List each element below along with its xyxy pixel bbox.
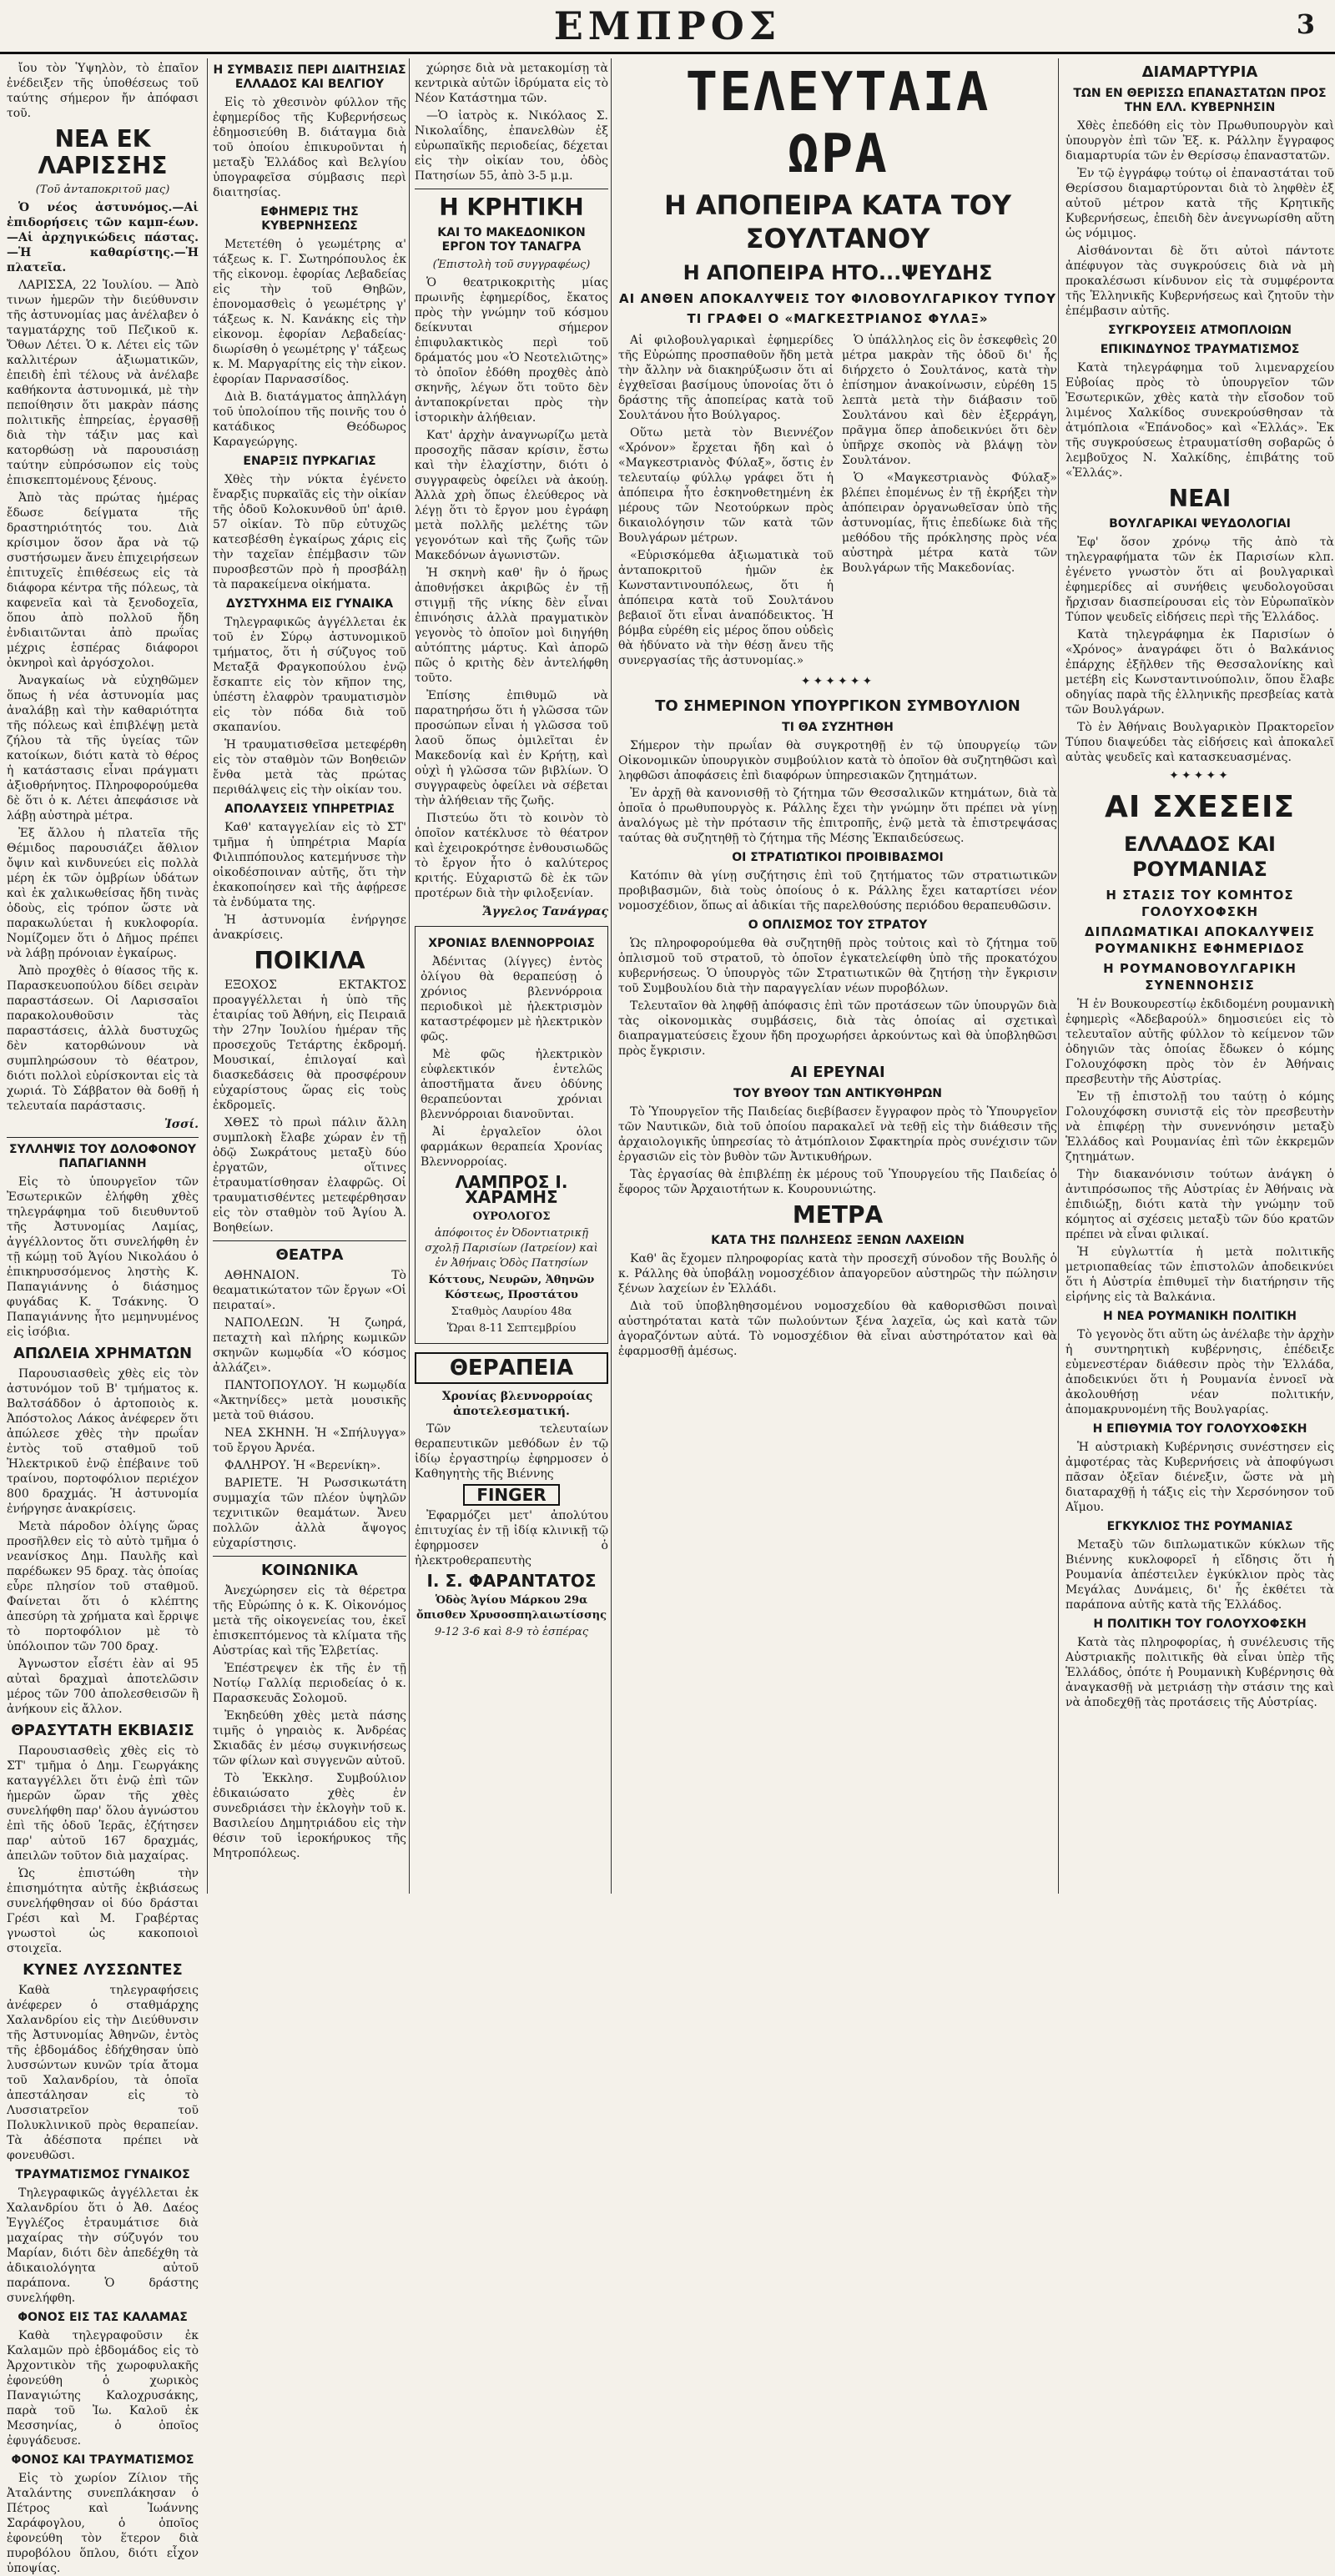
ad-text: ἀπόφοιτος ἐν Ὀδοντιατρικῇ σχολῇ Παρισίων (Ιατρείον) καὶ ἐν Ἀθήναις Ὁδὸς Πατησίων xyxy=(425,1227,598,1270)
article-subtitle: ΚΑΤΑ ΤΗΣ ΠΩΛΗΣΕΩΣ ΞΕΝΩΝ ΛΑΧΕΙΩΝ xyxy=(711,1234,965,1247)
article-body: Ἐπίσης ἐπιθυμῶ νὰ παρατηρήσω ὅτι ἡ γλῶσσα τῶν προσώπων εἶναι ἡ γλῶσσα τοῦ λαοῦ ὅπως ὁμιλεῖται ἐν Μακεδονίᾳ καὶ ἐν Κρήτῃ, καὶ οὐχὶ ἡ γλῶσσα τῶν βιβλίων. Ὁ συγγραφεὺς ὀφείλει νὰ σέβεται τὴν ἀλήθειαν τῆς ζωῆς. xyxy=(415,689,608,808)
article-body: Ὡς ἐπιστώθη τὴν ἐπισημότητα αὐτῆς ἐκβιάσεως συνελήφθησαν οἱ δύο δράσται Γρέσι καὶ Μ. Γραβέρτας γνωστοὶ ὡς κακοποιοὶ στοιχεῖα. xyxy=(7,1867,199,1955)
article-body: Αἱ φιλοβουλγαρικαὶ ἐφημερίδες τῆς Εὐρώπης προσπαθοῦν ἤδη μετὰ τὴν ἄλλην νὰ διακηρύξωσιν ὅτι αἱ ἐγχθεῖσαι βασίμους ὑπονοίας ὅτι ὁ δράστης τῆς ἀποπείρας κατὰ τοῦ Σουλτάνου ἦτο Βούλγαρος. xyxy=(618,334,834,422)
article-body: Τελευταῖον θὰ ληφθῇ ἀπόφασις ἐπὶ τῶν προτάσεων τῶν ὑπουργῶν διὰ τὰς οἰκονομικὰς συμβάσεις, διὰ τὰς ὁποίας αἱ σχετικαὶ διαπραγματεύσεις ἔχουν ἤδη προχωρήσει ἀρκούντως καὶ θὰ ὑποβληθῶσι πρὸς ἔγκρισιν. xyxy=(618,999,1057,1058)
article-title: Η ΕΠΙΘΥΜΙΑ ΤΟΥ ΓΟΛΟΥΧΟΦΣΚΗ xyxy=(1092,1422,1307,1436)
larissa-title: ΝΕΑ ΕΚ ΛΑΡΙΣΣΗΣ xyxy=(38,125,168,179)
columns xyxy=(7,58,1334,2575)
larissa-subtitle: (Τοῦ ἀνταποκριτοῦ μας) xyxy=(35,184,170,196)
article-body: Καθὰ τηλεγραφήσεις ἀνέφερεν ὁ σταθμάρχης Χαλανδρίου εἰς τὴν Διεύθυνσιν τῆς Ἀστυνομίας Ἀθηνῶν, ἐντὸς τῆς ἑβδομάδος ἐδήχθησαν ὑπὸ λυσσώντων κυνῶν τρία ἄτομα τοῦ Χαλανδρίου, τὰ ὁποῖα ἀπεστάλησαν εἰς τὸ Λυσσιατρεῖον τοῦ Πολυκλινικοῦ πρὸς θεραπείαν. Τὰ ἀδέσποτα πρέπει νὰ φονευθῶσι. xyxy=(7,1984,199,2162)
larissa-signature: Ἰσσί. xyxy=(164,1118,199,1131)
theatre-listing: ΠΑΝΤΟΠΟΥΛΟΥ. Ἡ κωμῳδία «Ἀκτηνίδες» μετὰ μουσικῆς μετὰ τοῦ θιάσου. xyxy=(213,1379,406,1422)
ad-finger-label: FINGER xyxy=(463,1484,559,1506)
larissa-paragraph: ΛΑΡΙΣΣΑ, 22 Ἰουλίου. — Ἀπὸ τινων ἡμερῶν τὴν διεύθυνσιν τῆς ἀστυνομίας μας ἀνέλαβεν ὁ ταγματάρχης τοῦ Πεζικοῦ κ. Ὄθων Λέτει. Ὁ κ. Λέτει εἰς τῶν καλλιτέρων ἀξιωματικῶν, ἐπειδὴ ἐπὶ τέλους νὰ ἀνέλαβε καθήκοντα ἀστυνομικά, μὲ τὴν πεποίθησιν ὅτι μακρὰν πάσης πολιτικῆς ἐπηρείας, ἐργασθῇ διὰ τὴν τάξιν μας καὶ κατορθώσῃ νὰ παρουσιάσῃ ταύτην εὐπρόσωπον εἰς τοὺς ἐπισκεπτομένους ξένους. xyxy=(7,279,199,487)
ornament-divider: ✦✦✦✦✦ xyxy=(1169,769,1231,782)
article-body: Ὁ «Μαγκεστριανὸς Φύλαξ» βλέπει ἐπομένως ἐν τῇ ἐκρήξει τὴν ἀπόπειραν ὀργανωθεῖσαν ὑπὸ τῆς ἀστυνομίας, ἥτις ἐπεδίωκε διὰ τῆς μεθόδου τῆς πρόκλησης πρὸς νέα αὐστηρὰ μέτρα κατὰ τῶν Βουλγάρων τῆς Μακεδονίας. xyxy=(842,471,1057,575)
notice-text: —Ὁ ἰατρὸς κ. Νικόλαος Σ. Νικολαΐδης, ἐπανελθὼν ἐξ εὐρωπαϊκῆς περιοδείας, δέχεται εἰς τὴν οἰκίαν του, ὁδὸς Πατησίων 55, ἀπὸ 3-5 μ.μ. xyxy=(415,109,608,183)
article-body: Πιστεύω ὅτι τὸ κοινὸν τὸ ὁποῖον κατέκλυσε τὸ θέατρον καὶ ἐχειροκρότησε ἐνθουσιωδῶς τὸ ἔργον ἦτο ὁ καλύτερος κριτής. Εὐχαριστῶ δὲ ἐκ τῶν προτέρων διὰ τὴν φιλοξενίαν. xyxy=(415,812,608,900)
ad-text: Κόττους, Νευρῶν, Ἀθηνῶν Κόστεως, Προστάτου xyxy=(428,1274,595,1301)
intro-text: ἴου τὸν Ὑψηλὸν, τὸ ἐπαῖον ἐνέδειξεν τῆς ὑποθέσεως τοῦ ταύτης σήμερον ἤν ἀπόφασι τοῦ. xyxy=(7,62,199,120)
article-body: «Εὑρισκόμεθα ἀξιωματικὰ τοῦ ἀνταποκριτοῦ ἡμῶν ἐκ Κωνσταντινουπόλεως, ὅτι ἡ ἀπόπειρα κατὰ τοῦ Σουλτάνου βεβαιοῖ ὅτι εἶναι ἀναπόδεικτος. Ἡ βόμβα εὑρέθη εἰς μέρος ὅπου οὐδεὶς θὰ ἠδύνατο νὰ τὴν θέσῃ ἄνευ τῆς συνεργασίας τῆς ἀστυνομίας.» xyxy=(618,549,834,667)
ad-finger-wrap xyxy=(415,1484,608,1506)
ad-text: Μὲ φῶς ἠλεκτρικὸν εὐφλεκτικόν ἐντελῶς ἀποστῆματα ἄνευ ὀδύνης θεραπεύονται χρόνιαι βλεννόρροιαι διανοῦνται. xyxy=(421,1048,602,1121)
article-title: ΟΙ ΣΤΡΑΤΙΩΤΙΚΟΙ ΠΡΟΙΒΙΒΑΣΜΟΙ xyxy=(732,851,944,864)
article-body: Μετετέθη ὁ γεωμέτρης α' τάξεως κ. Γ. Σωτηρόπουλος ἐκ τῆς εἰκονομ. ἐφορίας Λεβαδείας εἰς τὴν τοῦ Θηβῶν, ἐπονομασθεὶς ὁ γεωμέτρης γ' τάξεως κ. Ν. Κανάκης εἰς τὴν εἰκονομ. ἐφορίαν Λεβαδείας· διωρίσθη ὁ γεωμέτρης γ' τάξεως κ. Μ. Μαργαρίτης εἰς τὴν εἰκον. ἐφορίαν Παρνασσίδος. xyxy=(213,238,406,386)
article-body: Μετὰ πάροδον ὀλίγης ὥρας προσῆλθεν εἰς τὸ αὐτὸ τμῆμα ὁ νεανίσκος Δημ. Παυλῆς καὶ παρέδωκεν 95 δραχ. τὰς ὁποίας εὗρε πλησίον τοῦ σταθμοῦ. Φαίνεται ὅτι ὁ κλέπτης ἀπεσύρη τὰ χρήματα καὶ ἔρριψε τὸ πορτοφόλιον μὲ τὸ ὑπόλοιπον τῶν 700 δραχ. xyxy=(7,1520,199,1653)
article-title: ΔΙΑΜΑΡΤΥΡΙΑ xyxy=(1141,63,1258,81)
newspaper-title: ΕΜΠΡΟΣ xyxy=(553,3,782,48)
article-title: ΣΥΓΚΡΟΥΣΕΙΣ ΑΤΜΟΠΛΟΙΩΝ xyxy=(1107,324,1292,337)
ad-text: Ἀἱ ἐργαλεῖον ὁλοι φαρμάκων θεραπεία Χρονίας Βλεννορροίας. xyxy=(421,1125,602,1169)
article-title: Η ΠΟΛΙΤΙΚΗ ΤΟΥ ΓΟΛΟΥΧΟΦΣΚΗ xyxy=(1093,1618,1307,1631)
article-title: ΔΥΣΤΥΧΗΜΑ ΕΙΣ ΓΥΝΑΙΚΑ xyxy=(225,597,394,611)
article-body: Τὸ ἐν Ἀθήναις Βουλγαρικὸν Πρακτορεῖον Τύπου διαψεύδει τὰς εἰδήσεις καὶ ἀποκαλεῖ αὐτὰς ψευδεῖς καὶ κατασκευασμένας. xyxy=(1065,721,1334,764)
article-body: Ἡ ἀστυνομία ἐνήργησε ἀνακρίσεις. xyxy=(213,913,406,942)
article-title: ΑΠΩΛΕΙΑ ΧΡΗΜΑΤΩΝ xyxy=(13,1345,193,1362)
article-body: Ἐν ἀρχῇ θὰ κανονισθῇ τὸ ζήτημα τῶν Θεσσαλικῶν κτημάτων, διὰ τὰ ὁποῖα ὁ πρωθυπουργὸς κ. Ράλλης ἔχει τὴν γνώμην ὅτι πρέπει νὰ γίνῃ ἀναλόγως μὲ τὴν πρότασιν τῆς ἐπιτροπῆς, ἐνῷ μετὰ τὰ ἐπιστρεψάσας ταύτας θὰ συζητηθῇ τὸ ζήτημα τῆς Μέσης Ἐκπαιδεύσεως. xyxy=(618,787,1057,845)
article-body: Μεταξὺ τῶν διπλωματικῶν κύκλων τῆς Βιέννης κυκλοφορεῖ ἡ εἴδησις ὅτι ἡ Ρουμανία ἀπέστειλεν ἐγκύκλιον πρὸς τὰς Μεγάλας Δυνάμεις, δι' ἧς ἐκθέτει τὰ παράπονα αὐτῆς κατὰ τῆς Ἑλλάδος. xyxy=(1065,1538,1334,1612)
article-title: Ο ΟΠΛΙΣΜΟΣ ΤΟΥ ΣΤΡΑΤΟΥ xyxy=(748,918,928,932)
crete-signature: Ἄγγελος Τανάγρας xyxy=(482,905,608,918)
crete-note: (Ἐπιστολὴ τοῦ συγγραφέως) xyxy=(432,259,591,271)
column-1 xyxy=(7,58,204,2575)
article-body: Κατόπιν θὰ γίνῃ συζήτησις ἐπὶ τοῦ ζητήματος τῶν στρατιωτικῶν προβιβασμῶν, διὰ τοὺς ὁποίους ὁ κ. Ράλλης ἔχει καταρτίσει νέον νομοσχέδιον, ὅπως αἱ ἀδικίαι τῆς παρελθούσης περιόδου θεραπευθῶσιν. xyxy=(618,869,1057,913)
section-title-theatra: ΘΕΑΤΡΑ xyxy=(275,1246,344,1264)
sultan-subheadline: ΑΙ ΑΝΘΕΝ ΑΠΟΚΑΛΥΨΕΙΣ ΤΟΥ ΦΙΛΟΒΟΥΛΓΑΡΙΚΟΥ ΤΥΠΟΥ xyxy=(619,291,1056,306)
divider xyxy=(7,1137,199,1138)
relations-subheadline: Η ΡΟΥΜΑΝΟΒΟΥΛΓΑΡΙΚΗ ΣΥΝΕΝΝΟΗΣΙΣ xyxy=(1103,961,1297,993)
article-body: Καθὰ τηλεγραφοῦσιν ἐκ Καλαμῶν πρὸ ἑβδομάδος εἰς τὸ Ἀρχοντικὸν τῆς χωροφυλακῆς ἐφονεύθη ὁ χωρικὸς Παναγιώτης Καλοχρυσάκης, παρὰ τοῦ Ἰω. Καλοῦ ἐκ Μεσσηνίας, ὁ ὁποῖος ἐφυγάδευσε. xyxy=(7,2329,199,2448)
ornament-divider: ✦✦✦✦✦✦ xyxy=(800,675,875,688)
ad-title-therapeia: ΘΕΡΑΠΕΙΑ xyxy=(415,1352,608,1384)
sultan-subheadline: ΤΙ ΓΡΑΦΕΙ Ο «ΜΑΓΚΕΣΤΡΙΑΝΟΣ ΦΥΛΑΞ» xyxy=(687,311,989,326)
article-body: χώρησε διὰ νὰ μετακομίσῃ τὰ κεντρικὰ αὐτῶν ἰδρύματα εἰς τὸ Νέον Κατάστημα τῶν. xyxy=(415,62,608,105)
article-body: Τηλεγραφικῶς ἀγγέλλεται ἐκ τοῦ ἐν Σύρῳ ἀστυνομικοῦ τμήματος, ὅτι ἡ σύζυγος τοῦ Μεταξᾶ Φραγκοπούλου ἐνῷ ἔσκαπτε εἰς τὸν κῆπον της, ὑπέστη ἐλαφρὸν τραυματισμὸν εἰς τὸν πόδα διὰ τοῦ σκαπανίου. xyxy=(213,616,406,734)
article-subtitle: ΤΟΥ ΒΥΘΟΥ ΤΩΝ ΑΝΤΙΚΥΘΗΡΩΝ xyxy=(733,1087,942,1100)
article-body: Ὁ θεατρικοκριτὴς μίας πρωινῆς ἐφημερίδος, ἔκατος πρὸς τὴν γνώμην τοῦ κόσμου δείκνυται σήμερον ἐπιφυλακτικὸς περὶ τοῦ δράματός μου «Ὁ Νεοτελιῶτης» τὸ ὁποῖον ἐδόθη προχθὲς ἀπὸ σκηνῆς, λέγων ὅτι τοῦτο δὲν ἀνταποκρίνεται πρὸς τὴν ἱστορικὴν ἀλήθειαν. xyxy=(415,276,608,425)
article-title: Η ΣΥΜΒΑΣΙΣ ΠΕΡΙ ΔΙΑΙΤΗΣΙΑΣ ΕΛΛΑΔΟΣ ΚΑΙ ΒΕΛΓΙΟΥ xyxy=(213,63,406,91)
article-body: Καθ' καταγγελίαν εἰς τὸ ΣΤ' τμῆμα ἡ ὑπηρέτρια Μαρία Φιλιππόπουλος κατεμήνυσε τὴν οἰκοδέσποιναν αὐτῆς, ὅτι τὴν ἐκακοποίησεν καὶ τῆς ἀφῄρεσε τὰ ἐνδύματα της. xyxy=(213,821,406,909)
ad-doctor-name: Ι. Σ. ΦΑΡΑΝΤΑΤΟΣ xyxy=(426,1571,597,1591)
article-title: ΚΥΝΕΣ ΛΥΣΣΩΝΤΕΣ xyxy=(23,1961,183,1979)
column-5 xyxy=(1058,58,1334,1894)
article-body: Τηλεγραφικῶς ἀγγέλλεται ἐκ Χαλανδρίου ὅτι ὁ Ἀθ. Δαέος Ἐγγλέζος ἐτραυμάτισε διὰ μαχαίρας τὴν σύζυγόν του Μαρίαν, διότι δὲν ἀπεδέχθη τὰ ἀδικαιολόγητα αὐτοῦ παράπονα. Ὁ δράστης συνελήφθη. xyxy=(7,2186,199,2305)
ad-title: ΧΡΟΝΙΑΣ ΒΛΕΝΝΟΡΡΟΙΑΣ xyxy=(428,937,595,950)
article-body: Κατὰ τὰς πληροφορίας, ἡ συνέλευσις τῆς Αὐστριακῆς πολιτικῆς θὰ εἶναι ὑπὲρ τῆς Ἑλλάδος, ὁπότε ἡ Ρουμανικὴ Κυβέρνησις θὰ ἀναγκασθῇ νὰ μετριάσῃ τὴν στάσιν της καὶ νὰ ἀποδεχθῇ τὰς προτάσεις τῆς Αὐστρίας. xyxy=(1065,1636,1334,1709)
ad-text: Ἐφαρμόζει μετ' ἀπολύτου ἐπιτυχίας ἐν τῇ ἰδίᾳ κλινικῇ τῷ ἐφηρμοσεν ὁ ἠλεκτροθεραπευτὴς xyxy=(415,1509,608,1567)
sultan-subheadline: Η ΑΠΟΠΕΙΡΑ ΗΤΟ...ΨΕΥΔΗΣ xyxy=(683,261,993,284)
article-body: Ἀγνωστον εἶσέτι ἐὰν αἱ 95 αὐταὶ δραχμαὶ ἀποτελῶσιν μέρος τῶν 700 ἀπολεσθεισῶν ἢ ἀνήκουν εἰς ἄλλον. xyxy=(7,1658,199,1716)
article-body: Εἰς τὸ χωρίον Ζίλιον τῆς Ἀταλάντης συνεπλάκησαν ὁ Πέτρος καὶ Ἰωάννης Σαράφογλου, ὁ ὁποῖος ἐφονεύθη τὸν ἕτερον διὰ πυροβόλου ὅπλου, διότι εἶχον ὑποψίας. xyxy=(7,2472,199,2575)
lower-left xyxy=(618,692,1057,1361)
section-title-poikila: ΠΟΙΚΙΛΑ xyxy=(254,947,365,974)
article-title: ΝΕΑΙ xyxy=(1168,485,1232,512)
theatre-listing: ΑΘΗΝΑΙΟΝ. Τὸ θεαματικώτατον τῶν ἔργων «Οἱ πειραταί». xyxy=(213,1269,406,1312)
theatre-listing: ΒΑΡΙΕΤΕ. Ἡ Ρωσσικωτάτη συμμαχία τῶν πλέον ὑψηλῶν τεχνιτικῶν θεαμάτων. Ἄνευ πολλῶν ἀλλὰ ἄψογος εὐχαρίστησις. xyxy=(213,1477,406,1550)
article-body: Ἐφ' ὅσον χρόνῳ τῆς ἀπὸ τὰ τηλεγραφήματα τῶν ἐκ Παρισίων κλπ. ἐγένετο γνωστὸν ὅτι αἱ βουλγαρικαὶ ἐφημερίδες αἱ συνήθεις ψευδολογοῦσαι ἤρχισαν διασπείρουσαι εἰς τὸν Εὐρωπαϊκὸν Τύπον ψευδεῖς εἰδήσεις περὶ τῆς Ἑλλάδος. xyxy=(1065,536,1334,624)
relations-subheadline: Η ΣΤΑΣΙΣ ΤΟΥ ΚΟΜΗΤΟΣ ΓΟΛΟΥΧΟΦΣΚΗ xyxy=(1106,888,1294,919)
article-body: Ἡ τραυματισθεῖσα μετεφέρθη εἰς τὸν σταθμὸν τῶν Βοηθειῶν ἔνθα μετὰ τὰς πρώτας περιθάλψεις εἰς τὴν οἰκίαν του. xyxy=(213,738,406,797)
section-title-koinonika: ΚΟΙΝΩΝΙΚΑ xyxy=(261,1562,358,1579)
article-body: Εἰς τὸ ὑπουργεῖον τῶν Ἐσωτερικῶν ἐλήφθη χθὲς τηλεγράφημα τοῦ διευθυντοῦ τῆς Ἀστυνομίας Λαμίας, ἀγγέλλοντος ὅτι συνελήφθη ἐν τῇ κώμῃ τοῦ Ἁγίου Νικολάου ὁ ἐπικηρυσσόμενος ληστὴς Κ. Παπαγιάννης ὁ διάσημος φυγάδας Κ. Τσάκνης. Ὁ Παπαγιάννης ἦτο μεμηνυμένος εἰς ἰσόβια. xyxy=(7,1175,199,1339)
article-body: Τὸ Ὑπουργεῖον τῆς Παιδείας διεβίβασεν ἔγγραφον πρὸς τὸ Ὑπουργεῖον τῶν Ναυτικῶν, διὰ τοῦ ὁποίου παρακαλεῖ νὰ τεθῇ εἰς τὴν διάθεσιν τῆς ἀρχαιολογικῆς ὑπηρεσίας τὸ ἀτμόπλοιον Σφακτηρία πρὸς συνέχισιν τῶν ἐργασιῶν εἰς τὸν βυθὸν τῶν Ἀντικυθήρων. xyxy=(618,1105,1057,1164)
article-title: ΕΝΑΡΞΙΣ ΠΥΡΚΑΓΙΑΣ xyxy=(243,455,376,468)
larissa-paragraph: Ἀπὸ τὰς πρώτας ἡμέρας ἔδωσε δείγματα τῆς δραστηριότητός του. Διὰ κρίσιμον ὅσον ἄρα νὰ τῷ συστήσωμεν ἄνευ ἐπιχειρήσεων ἐπιτυχεῖς ἐπιθέσεως εἰς τὰ διάφορα κέντρα τῆς πόλεως, τὰ καφενεῖα καὶ τὰ ξενοδοχεῖα, ὅπου ἀπὸ πολλοῦ ἤδη ἐνδιαιτῶνται ἀπὸ πρωΐας μέχρις ἑσπέρας διάφοροι ὀκνηροὶ καὶ ἀργόσχολοι. xyxy=(7,491,199,670)
ad-hours: 9-12 3-6 καὶ 8-9 τὸ ἑσπέρας xyxy=(434,1626,589,1638)
article-body: Ἀνεχώρησεν εἰς τὰ θέρετρα τῆς Εὐρώπης ὁ κ. Κ. Οἰκονόμος μετὰ τῆς οἰκογενείας του, ἐκεῖ ἐπισκεπτόμενος τὰ κλίματα τῆς Αὐστρίας καὶ τῆς Ἑλβετίας. xyxy=(213,1584,406,1658)
article-title: ΦΟΝΟΣ ΚΑΙ ΤΡΑΥΜΑΤΙΣΜΟΣ xyxy=(11,2453,194,2467)
cabinet-title: ΤΟ ΣΗΜΕΡΙΝΟΝ ΥΠΟΥΡΓΙΚΟΝ ΣΥΜΒΟΥΛΙΟΝ xyxy=(655,697,1020,715)
larissa-paragraph: Ἀναγκαίως νὰ εὐχηθῶμεν ὅπως ἡ νέα ἀστυνομία μας ἀναλάβῃ καὶ τὴν καθαριότητα τῆς πόλεως καὶ ἐπιβλέψῃ μετὰ ζήλου τὰ τῆς ὑγείας τῶν κατοίκων, διότι κατὰ τὸ θέρος ἡ κατάστασις εἶναι πράγματι ἀξιοθρήνητος. Πληροφορούμεθα δὲ ὅτι ὁ κ. Λέτει ἀπεφάσισε νὰ λάβῃ αὐστηρὰ μέτρα. xyxy=(7,674,199,823)
article-body: Ἐν τῇ ἐπιστολῇ του ταύτῃ ὁ κόμης Γολουχόφσκη συνιστᾷ εἰς τὸν πρεσβευτὴν νὰ ἐπιφέρῃ τὴν συνεννόησιν μεταξὺ Ἑλλάδος καὶ Ρουμανίας ἐπὶ τῶν ἐκκρεμῶν ζητημάτων. xyxy=(1065,1090,1334,1164)
masthead xyxy=(0,0,1335,54)
article-title: ΣΥΛΛΗΨΙΣ ΤΟΥ ΔΟΛΟΦΟΝΟΥ ΠΑΠΑΓΙΑΝΝΗ xyxy=(8,1143,197,1170)
crete-title: Η ΚΡΗΤΙΚΗ xyxy=(439,194,584,221)
article-body: Ἡ εὐγλωττία ἡ μετὰ πολιτικῆς μετριοπαθείας τῶν ἐπιστολῶν ἀποδεικνύει ὅτι ἡ Αὐστρία ἐπιθυμεῖ τὴν διατήρησιν τῆς εἰρήνης εἰς τὰ Βαλκάνια. xyxy=(1065,1245,1334,1304)
article-body: Κατὰ τηλεγράφημα ἐκ Παρισίων ὁ «Χρόνος» ἀναγράφει ὅτι ὁ Βαλκάνιος ἐπάρχης ἐξῆλθεν τῆς Θεσσαλονίκης καὶ μετέβη εἰς Κωνσταντινούπολιν, ὅπου ἔλαβε οδηγίας παρὰ τῆς ἑλληνικῆς πρεσβείας κατὰ τῶν Βουλγάρων. xyxy=(1065,628,1334,717)
lower-section xyxy=(618,692,1057,1361)
article-body: Διὰ τοῦ ὑποβληθησομένου νομοσχεδίου θὰ καθορισθῶσι ποιναὶ αὐστηρόταται κατὰ τῶν πωλούντων ξένα λαχεῖα, ὡς καὶ κατὰ τῶν ἀγοραζόντων αὐτά. Τὸ νομοσχέδιον θὰ εἶναι αὐστηρότατον καὶ θὰ ἐφαρμοσθῇ ἀμέσως. xyxy=(618,1300,1057,1358)
article-body: Ὁ ὑπάλληλος εἰς ὃν ἐσκεφθεὶς 20 μέτρα μακρὰν τῆς ὁδοῦ δι' ἧς διήρχετο ὁ Σουλτάνος, κατὰ τὴν ἐπίσημον ἀνακοίνωσιν, εὑρέθη 15 λεπτὰ μετὰ τὴν διάβασιν τοῦ Σουλτάνου καὶ δὲν ἐξερράγη, πρᾶγμα ὅπερ ἀποδεικνύει ὅτι δὲν ὑπῆρχε σκοπὸς νὰ βλάψῃ τὸν Σουλτάνον. xyxy=(842,334,1057,467)
sultan-body xyxy=(618,330,1057,671)
article-body: Οὕτω μετὰ τὸν Βιεννέζον «Χρόνον» ἔρχεται ἤδη καὶ ὁ «Μαγκεστριανὸς Φύλαξ», ὅστις ἐν τελευταίῳ φύλλῳ γράφει ὅτι ἡ ἀπόπειρα ἦτο ἐσκηνοθετημένη ἐκ μέρους τῶν Νεοτούρκων πρὸς δικαιολόγησιν τῶν κατὰ τῶν Βουλγάρων μέτρων. xyxy=(618,426,834,545)
ad-text: Χρονίας βλεννορροίας ἀποτελεσματική. xyxy=(441,1390,593,1418)
article-title: ΦΟΝΟΣ ΕΙΣ ΤΑΣ ΚΑΛΑΜΑΣ xyxy=(18,2311,188,2324)
ad-text: Τῶν τελευταίων θεραπευτικῶν μεθόδων ἐν τῷ ἰδίῳ ἐργαστηρίῳ ἐφηρμοσεν ὁ Καθηγητὴς τῆς Βιέννης xyxy=(415,1422,608,1481)
article-body: ΧΘΕΣ τὸ πρωὶ πάλιν ἄλλη συμπλοκὴ ἔλαβε χώραν ἐν τῇ ὁδῷ Σωκράτους μεταξὺ δύο ἐργατῶν, οἵτινες ἐτραυματίσθησαν ἐλαφρῶς. Οἱ τραυματισθέντες μετεφέρθησαν εἰς τὸν σταθμὸν τοῦ Ἁγίου Ἀ. Βοηθείων. xyxy=(213,1116,406,1235)
article-body: Ἐπέστρεψεν ἐκ τῆς ἐν τῇ Νοτίῳ Γαλλίᾳ περιοδείας ὁ κ. Παρασκευᾶς Σολομοῦ. xyxy=(213,1662,406,1705)
last-hour-banner: ΤΕΛΕΥΤΑΙΑ ΩΡΑ xyxy=(685,62,990,185)
larissa-paragraph: Ἀπὸ προχθὲς ὁ θίασος τῆς κ. Παρασκευοπούλου δίδει σειρὰν παραστάσεων. Οἱ Λαρισσαῖοι παρακολουθοῦσιν τὰς παραστάσεις, ἀλλὰ δυστυχῶς δὲν κατορθώνουν νὰ συμπληρώσουν τὸ θέατρον, διότι πολλοὶ εὑρίσκονται εἰς τὰ χωριά. Τὸ Σάββατον θὰ δοθῇ ἡ τελευταία παράστασις. xyxy=(7,964,199,1113)
article-body: Ὡς πληροφορούμεθα θὰ συζητηθῇ πρὸς τοὐτοις καὶ τὸ ζήτημα τοῦ ὁπλισμοῦ τοῦ στρατοῦ, τὸ ὁποῖον ἐγκατελείφθη ὑπὸ τῆς προκατόχου κυβερνήσεως. Ὁ ὑπουργὸς τῶν Στρατιωτικῶν θὰ ζητήσῃ τὴν ἔγκρισιν τοῦ Συμβουλίου διὰ τὴν παραγγελίαν νέων πυροβόλων. xyxy=(618,937,1057,995)
relations-subheadline: ΕΛΛΑΔΟΣ ΚΑΙ ΡΟΥΜΑΝΙΑΣ xyxy=(1124,833,1276,881)
column-2 xyxy=(207,58,411,1894)
article-body: Τὸ γεγονὸς ὅτι αὕτη ὡς ἀνέλαβε τὴν ἀρχὴν ἡ συντηρητικὴ κυβέρνησις, ἐπέδειξε εὐμενεστέραν διάθεσιν πρὸς τὴν Ἑλλάδα, ἀποδεικνύει ὅτι ἡ Ρουμανία ἐννοεῖ νὰ ἀκολουθήσῃ νέαν πολιτικήν, ἀπομακρυνομένη τῆς Βουλγαρίας. xyxy=(1065,1328,1334,1416)
divider xyxy=(213,1240,406,1241)
column-3 xyxy=(409,58,613,1894)
article-body: Ἡ αὐστριακὴ Κυβέρνησις συνέστησεν εἰς ἀμφοτέρας τὰς Κυβερνήσεις νὰ ἀποφύγωσι πᾶσαν ὀξεῖαν διένεξιν, ὥστε νὰ μὴ διαταραχθῇ ἡ τάξις εἰς τὴν Χερσόνησον τοῦ Αἵμου. xyxy=(1065,1441,1334,1514)
article-body: Χθὲς ἐπεδόθη εἰς τὸν Πρωθυπουργὸν καὶ ὑπουργὸν ἐπὶ τῶν Ἐξ. κ. Ράλλην ἔγγραφος διαμαρτυρία τῶν ἐν Θερίσσῳ ἐπαναστατῶν. xyxy=(1065,119,1334,163)
article-body: Σήμερον τὴν πρωΐαν θὰ συγκροτηθῇ ἐν τῷ ὑπουργείῳ τῶν Οἰκονομικῶν ὑπουργικὸν συμβούλιον κατὰ τὸ ὁποῖον θὰ συζητηθῶσι καὶ ληφθῶσι ἀποφάσεις ἐπὶ διαφόρων ὑπηρεσιακῶν ζητημάτων. xyxy=(618,739,1057,782)
article-body: Αἰσθάνονται δὲ ὅτι αὐτοὶ πάντοτε ἀπέφυγον τὰς συγκρούσεις διὰ νὰ μὴ προκαλέσωσι κίνδυνον εἰς τὰ συμφέροντα τῆς Ἑλληνικῆς Κυβερνήσεως καὶ ζητοῦν τὴν ἐπέμβασιν αὐτῆς. xyxy=(1065,244,1334,318)
theatre-listing: ΝΑΠΟΛΕΩΝ. Ἡ ζωηρά, πεταχτὴ καὶ πλήρης κωμικῶν σκηνῶν κωμῳδία «Ὁ κόσμος ἀλλάζει». xyxy=(213,1316,406,1375)
article-title: ΘΡΑΣΥΤΑΤΗ ΕΚΒΙΑΣΙΣ xyxy=(11,1722,194,1739)
theatre-listing: ΝΕΑ ΣΚΗΝΗ. Ἡ «Σπήλυγγα» τοῦ ἔργου Ἀρνέα. xyxy=(213,1426,406,1455)
article-title: ΑΠΟΛΑΥΣΕΙΣ ΥΠΗΡΕΤΡΙΑΣ xyxy=(224,802,395,816)
article-body: Κατὰ τηλεγράφημα τοῦ λιμεναρχείου Εὐβοίας πρὸς τὸ ὑπουργεῖον τῶν Ἐσωτερικῶν, χθὲς κατὰ τὴν εἴσοδον τοῦ λιμένος Χαλκίδος συνεκρούσθησαν τὰ ἀτμόπλοια «Ἐπάνοδος» καὶ «Ἑλλάς». Ἐκ τῆς συγκρούσεως ἐτραυματίσθη σοβαρῶς ὁ λεμβοῦχος Ν. Χαλκίδης, ἐπιβάτης τοῦ «Ἑλλάς». xyxy=(1065,361,1334,480)
article-subtitle: ΒΟΥΛΓΑΡΙΚΑΙ ΨΕΥΔΟΛΟΓΙΑΙ xyxy=(1109,517,1291,531)
article-body: Παρουσιασθεὶς χθὲς εἰς τὸν ἀστυνόμον τοῦ Β' τμήματος κ. Βαλτσάδδον ὁ ἀρτοποιὸς κ. Ἀπόστολος Λάκος ἀνέφερεν ὅτι ἀπώλεσε χθὲς τὴν πρωΐαν ἐντὸς τοῦ σταθμοῦ τοῦ Ἠλεκτρικοῦ ἐνῷ ἐπέβαινε τοῦ τραίνου, πορτοφόλιον περιέχον 800 δραχμάς. Ἡ ἀστυνομία ἐνήργησε ἀνακρίσεις. xyxy=(7,1367,199,1516)
page-number: 3 xyxy=(1296,8,1315,40)
larissa-paragraph: Ἐξ ἄλλου ἡ πλατεῖα τῆς Θέμιδος παρουσιάζει ἄθλιον ὄψιν καὶ κινδυνεύει εἰς πολλὰ μέρη ἐκ τῶν ὀμβρίων ὑδάτων καὶ ἐκ χαλικωθείσας ἤδη τινὰς ὁδοὺς, εἰς τρόπον ὥστε νὰ παρακωλύεται ἡ κυκλοφορία. Νομίζομεν ὅτι ὁ Δῆμος πρέπει νὰ λάβῃ πρόνοιαν ἐγκαίρως. xyxy=(7,827,199,960)
article-body: Παρουσιασθεὶς χθὲς εἰς τὸ ΣΤ' τμῆμα ὁ Δημ. Γεωργάκης καταγγέλλει ὅτι ἐνῷ ἐπὶ τῶν ἡμερῶν ὥραν τῆς χθὲς συνελήφθη παρ' ὅλου ἀγνώστου ἐπὶ τῆς ὁδοῦ Ἱερᾶς, ἐζήτησεν παρ' αὐτοῦ 167 δραχμάς, ἀπειλῶν τοῦτον διὰ μαχαίρας. xyxy=(7,1744,199,1863)
sultan-headline: Η ΑΠΟΠΕΙΡΑ ΚΑΤΑ ΤΟΥ ΣΟΥΛΤΑΝΟΥ xyxy=(663,189,1012,254)
article-title: ΜΕΤΡΑ xyxy=(792,1201,884,1229)
theatre-listing: ΦΑΛΗΡΟΥ. Ἡ «Βερενίκη». xyxy=(224,1459,381,1472)
article-body: ΕΞΟΧΟΣ ΕΚΤΑΚΤΟΣ προαγγέλλεται ἡ ὑπὸ τῆς ἑταιρίας τοῦ Ἀθήνη, εἰς Πειραιᾶ τὴν 27ην Ἰουλίου ἡμέραν τῆς προσεχοῦς Τετάρτης ἐκδρομή. Μουσικαί, ἐπιλογαί καὶ διασκεδάσεις θὰ προσφέρουν εὐχαρίστους ὥρας εἰς τοὺς ἐκδρομεῖς. xyxy=(213,979,406,1112)
article-subtitle: ΤΩΝ ΕΝ ΘΕΡΙΣΣΩ ΕΠΑΝΑΣΤΑΤΩΝ ΠΡΟΣ ΤΗΝ ΕΛΛ. ΚΥΒΕΡΝΗΣΙΝ xyxy=(1073,87,1327,114)
advertisement-blennorroia xyxy=(415,926,608,1344)
article-body: Καθ' ἃς ἔχομεν πληροφορίας κατὰ τὴν προσεχῆ σύνοδον τῆς Βουλῆς ὁ κ. Ράλλης θὰ ὑποβάλῃ νομοσχέδιον ἀπαγορεῦον αὐστηρῶς τὴν πώλησιν ξένων λαχείων ἐν Ἑλλάδι. xyxy=(618,1252,1057,1296)
article-body: Τὰς ἐργασίας θὰ ἐπιβλέπῃ ἐκ μέρους τοῦ Ὑπουργείου τῆς Παιδείας ὁ ἔφορος τῶν Ἀρχαιοτήτων κ. Κουρουνιώτης. xyxy=(618,1168,1057,1196)
relations-headline: ΑΙ ΣΧΕΣΕΙΣ xyxy=(1105,790,1295,824)
ad-hours: Ὥραι 8-11 Σεπτεμβρίου xyxy=(446,1322,577,1335)
article-body: Κατ' ἀρχὴν ἀναγνωρίζω μετὰ προσοχῆς πᾶσαν κρίσιν, ἔστω καὶ τὴν ἐλαχίστην, διότι ὁ συγγραφεὺς ὀφείλει νὰ ἀκούῃ. Ἀλλὰ χρὴ ὅπως ἐλεύθερος νὰ λέγῃ ὅτι τὸ ἔργον μου ἐγράφη μετὰ πολλῆς μελέτης τῶν γεγονότων καὶ τῆς ζωῆς τῶν Μακεδόνων ἀγωνιστῶν. xyxy=(415,429,608,562)
column-4 xyxy=(611,58,1064,1894)
ad-address: Ὁδὸς Ἁγίου Μάρκου 29α ὄπισθεν Χρυσοσπηλαιωτίσσης xyxy=(416,1594,607,1622)
article-title: Η ΝΕΑ ΡΟΥΜΑΝΙΚΗ ΠΟΛΙΤΙΚΗ xyxy=(1103,1310,1297,1323)
larissa-summary: Ὁ νέος ἀστυνόμος.—Αἱ ἐπιδορήσεις τῶν καμπ-έων.—Αἱ ἀρχηγικώδεις πάστας.—Ἡ καθαρίστης.—Ἡ πλατεῖα. xyxy=(7,201,199,274)
article-body: Ἡ σκηνὴ καθ' ἣν ὁ ἥρως ἀποθνῄσκει ἀκριβῶς ἐν τῇ στιγμῇ τῆς νίκης δὲν εἶναι ἐπινόησις ἀλλὰ πραγματικὸν γεγονὸς τὸ ὁποῖον μοὶ διηγήθη αὐτόπτης μάρτυς. Καὶ ἀπορῶ πῶς ὁ κριτὴς δὲν ἀντελήφθη τοῦτο. xyxy=(415,566,608,685)
article-subtitle: ΕΠΙΚΙΝΔΥΝΟΣ ΤΡΑΥΜΑΤΙΣΜΟΣ xyxy=(1100,343,1300,356)
divider xyxy=(213,1556,406,1557)
article-title: ΕΦΗΜΕΡΙΣ ΤΗΣ ΚΥΒΕΡΝΗΣΕΩΣ xyxy=(260,205,359,233)
article-body: Ἡ ἐν Βουκουρεστίῳ ἐκδιδομένη ρουμανικὴ ἐφημερὶς «Ἀδεβαρούλ» δημοσιεύει εἰς τὸ τελευταῖον αὐτῆς φύλλον τὸ κείμενον τῶν ὁδηγιῶν τὰς ὁποίας ἔδωκεν ὁ κόμης Γολουχόφσκη πρὸς τὸν ἐν Ἀθήναις πρεσβευτὴν τῆς Αὐστρίας. xyxy=(1065,998,1334,1086)
article-body: Εἰς τὸ χθεσινὸν φύλλον τῆς ἐφημερίδος τῆς Κυβερνήσεως ἐδημοσιεύθη Β. διάταγμα διὰ τοῦ ὁποίου ἐπικυροῦνται ἡ μεταξὺ Ἑλλάδος καὶ Βελγίου ὑπογραφεῖσα σύμβασις περὶ διαιτησίας. xyxy=(213,96,406,199)
article-title: ΑΙ ΕΡΕΥΝΑΙ xyxy=(790,1064,885,1081)
article-body: Ἐκηδεύθη χθὲς μετὰ πάσης τιμῆς ὁ γηραιὸς κ. Ἀνδρέας Σκιαδᾶς ἐν μέσῳ συγκινήσεως τῶν φίλων καὶ συγγενῶν αὐτοῦ. xyxy=(213,1709,406,1768)
ad-doctor-role: ΟΥΡΟΛΟΓΟΣ xyxy=(472,1210,551,1223)
sultan-body-right xyxy=(842,330,1057,671)
article-title: ΤΡΑΥΜΑΤΙΣΜΟΣ ΓΥΝΑΙΚΟΣ xyxy=(15,2168,190,2181)
article-body: Τὸ Ἐκκλησ. Συμβούλιον ἐδικαιώσατο χθὲς ἐν συνεδριάσει τὴν ἐκλογὴν τοῦ κ. Βασιλείου Δημητριάδου εἰς τὴν θέσιν τοῦ ἱεροκήρυκος τῆς Μητροπόλεως. xyxy=(213,1772,406,1860)
ad-text: Ἀδένιτας (λίγγες) ἐντὸς ὀλίγου θὰ θεραπεύσῃ ὁ χρόνιος βλεννόρροια περιοδικοὶ μὲ ἠλεκτρισμὸν καταστρέφομεν μὲ ἠλεκτρικὸν φῶς. xyxy=(421,955,602,1044)
ad-address: Σταθμὸς Λαυρίου 48α xyxy=(451,1306,572,1318)
article-body: Διὰ Β. διατάγματος ἀπηλλάγη τοῦ ὑπολοίπου τῆς ποινῆς του ὁ κατάδικος Θεόδωρος Καραγεώργης. xyxy=(213,390,406,449)
relations-subheadline: ΔΙΠΛΩΜΑΤΙΚΑΙ ΑΠΟΚΑΛΥΨΕΙΣ ΡΟΥΜΑΝΙΚΗΣ ΕΦΗΜΕΡΙΔΟΣ xyxy=(1085,924,1315,956)
article-body: Ἐν τῷ ἐγγράφῳ τούτῳ οἱ ἐπαναστάται τοῦ Θερίσσου διαμαρτύρονται διὰ τὸ ληφθὲν ἐξ αὐτοῦ μέτρον κατὰ τῆς Κρητικῆς Κυβερνήσεως, ἐπειδὴ δὲν ἀνεγνωρίσθη αὕτη ὡς νόμιμος. xyxy=(1065,167,1334,240)
article-title: ΕΓΚΥΚΛΙΟΣ ΤΗΣ ΡΟΥΜΑΝΙΑΣ xyxy=(1106,1520,1293,1533)
crete-subtitle: ΚΑΙ ΤΟ ΜΑΚΕΔΟΝΙΚΟΝ ΕΡΓΟΝ ΤΟΥ ΤΑΝΑΓΡΑ xyxy=(437,226,586,254)
cabinet-subtitle: ΤΙ ΘΑ ΣΥΖΗΤΗΘΗ xyxy=(782,721,894,734)
sultan-body-left xyxy=(618,330,834,671)
ad-doctor-name: ΛΑΜΠΡΟΣ Ι. ΧΑΡΑΜΗΣ xyxy=(455,1172,568,1207)
article-body: Τὴν διακανόνισιν τούτων ἀνάγκη ὁ ἀντιπρόσωπος τῆς Αὐστρίας ἐν Ἀθήναις νὰ ἐπιδιώξῃ, διότι κατὰ τὴν γνώμην τοῦ κόμητος αἱ σχέσεις μεταξὺ τῶν δύο κρατῶν πρέπει νὰ εἶναι φιλικαί. xyxy=(1065,1168,1334,1241)
article-body: Χθὲς τὴν νύκτα ἐγένετο ἔναρξις πυρκαϊᾶς εἰς τὴν οἰκίαν τῆς ὁδοῦ Κολοκυνθοῦ ὑπ' ἀριθ. 57 οἰκίαν. Τὸ πῦρ εὐτυχῶς κατεσβέσθη ἐγκαίρως χάρις εἰς τὴν ταχεῖαν ἐπέμβασιν τῶν πυροσβεστῶν πρὸ ἡ προσβάλῃ τὰ παρακείμενα οἰκήματα. xyxy=(213,473,406,591)
